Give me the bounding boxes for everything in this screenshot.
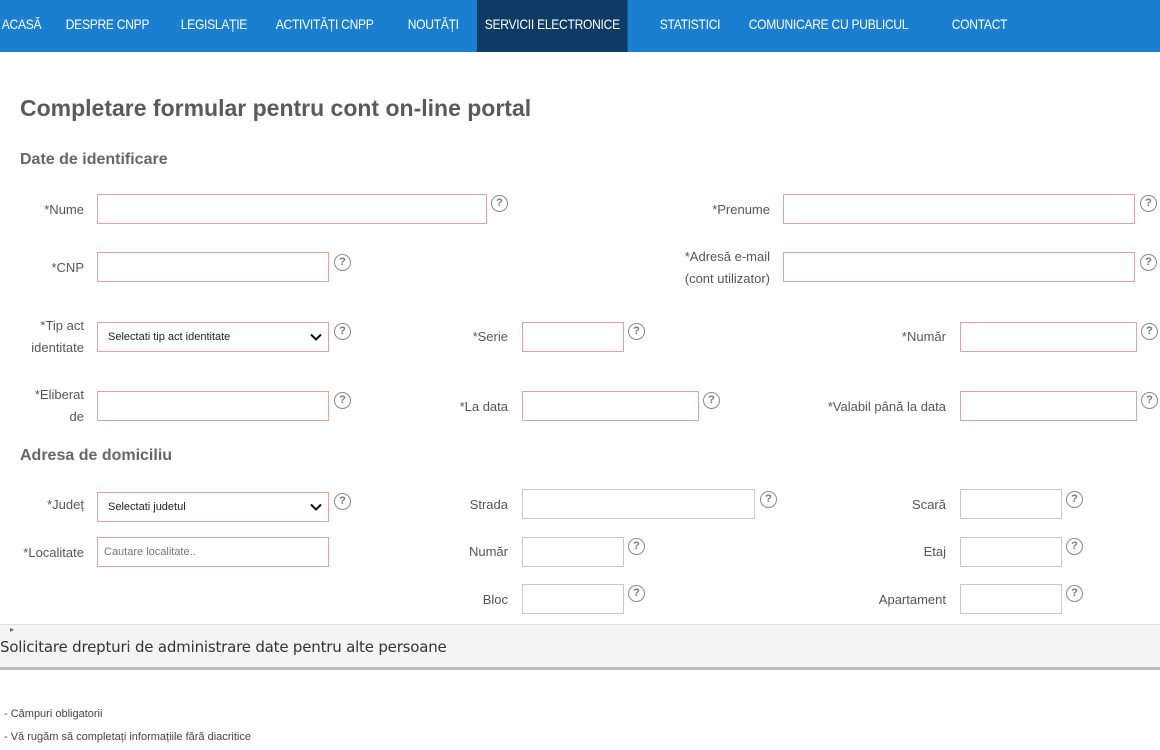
admin-rights-title[interactable]: Solicitare drepturi de administrare date pentru alte persoane <box>0 638 447 656</box>
tip-act-selected-value: Selectati tip act identitate <box>108 331 231 343</box>
valabil-input[interactable] <box>960 391 1137 421</box>
nav-item-activitati-cnpp[interactable]: ACTIVITĂȚI CNPP <box>275 16 374 32</box>
email-label-line1: *Adresă e-mail <box>684 249 770 264</box>
nav-item-statistici[interactable]: STATISTICI <box>660 16 721 32</box>
section-title-address: Adresa de domiciliu <box>20 447 173 464</box>
serie-label: *Serie <box>472 329 508 344</box>
numar-act-label: *Număr <box>901 329 946 344</box>
judet-label: *Județ <box>47 497 84 512</box>
nav-item-servicii-electronice[interactable]: SERVICII ELECTRONICE <box>477 0 628 52</box>
tip-act-label-line1: *Tip act <box>40 318 84 333</box>
numar-help-icon[interactable]: ? <box>628 538 645 555</box>
localitate-label: *Localitate <box>23 545 84 560</box>
nav-item-contact[interactable]: CONTACT <box>952 16 1008 32</box>
judet-select[interactable] <box>97 492 329 522</box>
expand-arrow-icon[interactable]: ▸ <box>10 625 15 634</box>
la-data-input[interactable] <box>522 391 699 421</box>
eliberat-label-line2: de <box>69 409 84 424</box>
note-no-diacritics: - Vă rugăm să completați informațiile fără diacritice <box>4 731 251 743</box>
nav-items <box>0 0 1027 52</box>
judet-help-icon[interactable]: ? <box>334 493 351 510</box>
eliberat-help-icon[interactable]: ? <box>334 392 351 409</box>
etaj-input[interactable] <box>960 537 1062 567</box>
numar-act-input[interactable] <box>960 322 1137 352</box>
page-title: Completare formular pentru cont on-line portal <box>20 95 532 121</box>
nume-label: *Nume <box>44 202 84 217</box>
nav-item-noutati[interactable]: NOUTĂȚI <box>407 16 459 32</box>
chevron-down-icon <box>310 331 322 343</box>
nav-item-acasa[interactable]: ACASĂ <box>1 16 42 32</box>
nume-input[interactable] <box>97 194 487 224</box>
serie-help-icon[interactable]: ? <box>628 323 645 340</box>
strada-help-icon[interactable]: ? <box>760 491 777 508</box>
eliberat-label-line1: *Eliberat <box>34 387 84 402</box>
scara-label: Scară <box>912 497 946 512</box>
email-help-icon[interactable]: ? <box>1140 254 1157 271</box>
valabil-label: *Valabil până la data <box>827 399 946 414</box>
numar-act-help-icon[interactable]: ? <box>1141 323 1158 340</box>
strada-input[interactable] <box>522 489 755 519</box>
top-navigation <box>0 0 1160 52</box>
prenume-input[interactable] <box>783 194 1135 224</box>
nav-item-despre-cnpp[interactable]: DESPRE CNPP <box>65 16 150 32</box>
bloc-label: Bloc <box>482 592 508 607</box>
note-required-fields: - Câmpuri obligatorii <box>4 708 103 720</box>
nav-item-legislatie[interactable]: LEGISLAȚIE <box>180 16 248 32</box>
nav-item-comunicare-cu-publicul[interactable]: COMUNICARE CU PUBLICUL <box>748 16 909 32</box>
section-title-identification: Date de identificare <box>20 151 168 168</box>
prenume-help-icon[interactable]: ? <box>1140 195 1157 212</box>
apartament-help-icon[interactable]: ? <box>1066 585 1083 602</box>
etaj-label: Etaj <box>923 544 946 559</box>
prenume-label: *Prenume <box>712 202 770 217</box>
eliberat-input[interactable] <box>97 391 329 421</box>
numar-label: Număr <box>468 544 508 559</box>
email-input[interactable] <box>783 252 1135 282</box>
localitate-input[interactable] <box>97 537 329 567</box>
valabil-help-icon[interactable]: ? <box>1141 392 1158 409</box>
apartament-label: Apartament <box>878 592 946 607</box>
email-label-line2: (cont utilizator) <box>684 271 770 286</box>
tip-act-select[interactable] <box>97 322 329 352</box>
etaj-help-icon[interactable]: ? <box>1066 538 1083 555</box>
numar-input[interactable] <box>522 537 624 567</box>
scara-help-icon[interactable]: ? <box>1066 491 1083 508</box>
cnp-help-icon[interactable]: ? <box>334 254 351 271</box>
cnp-input[interactable] <box>97 252 329 282</box>
chevron-down-icon <box>310 501 322 513</box>
bloc-input[interactable] <box>522 584 624 614</box>
apartament-input[interactable] <box>960 584 1062 614</box>
serie-input[interactable] <box>522 322 624 352</box>
la-data-help-icon[interactable]: ? <box>703 392 720 409</box>
admin-rights-collapsible[interactable] <box>0 624 1160 670</box>
nume-help-icon[interactable]: ? <box>491 195 508 212</box>
strada-label: Strada <box>469 497 508 512</box>
tip-act-label-line2: identitate <box>31 340 84 355</box>
judet-selected-value: Selectati judetul <box>108 501 186 513</box>
la-data-label: *La data <box>459 399 508 414</box>
scara-input[interactable] <box>960 489 1062 519</box>
bloc-help-icon[interactable]: ? <box>628 585 645 602</box>
tip-act-help-icon[interactable]: ? <box>334 323 351 340</box>
cnp-label: *CNP <box>51 260 84 275</box>
